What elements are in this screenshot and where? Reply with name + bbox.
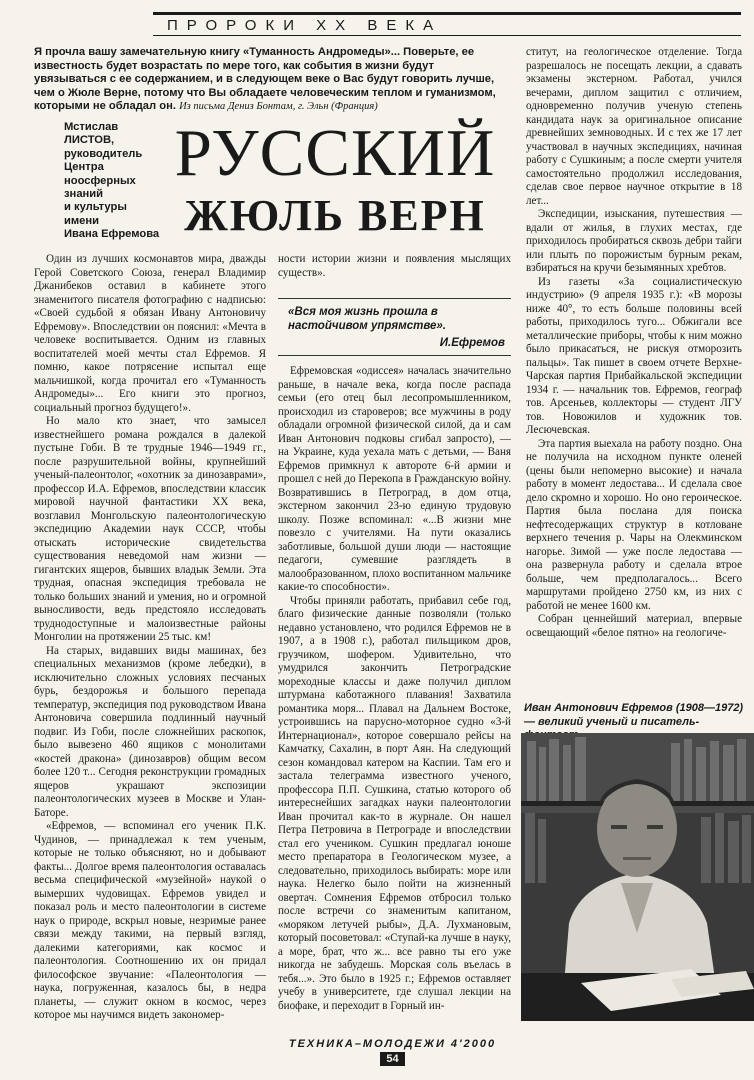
paragraph: Чтобы приняли работать, прибавил себе год, благо физические данные позволяли (только недавно установлено, что родился Ефремов не в 1907, а в 1908 г.), работал пильщиком дров, грузчиком, шофером. Удивительно, что умудрился закончить Петроградские мореходные классы и даже получил диплом штурмана каботажного плавания! Захватила романтика моря... Плавал на Дальнем Востоке, устроившись на парусно-моторное судно «3-й Интернационал», которое совершало рейсы на Камчатку, Сахалин, в порт Аян. На следующий сезон командовал катером на Каспии. Там его и застала телеграмма известного ученого, профессора П.П. Сушкина, статью которого об интереснейших загадках науки палеонтологии Иван прочитал как-то в журнале. Он нашел Петра Петровича в Петрограде и впоследствии стал его учеником. Сушкин предлагал юноше место препаратора в Геологическом музее, а следовательно, приходилось выбирать: море или наука. Нелегко было пойти на жизненный овертач. Сомнения Ефремов отбросил только после встречи со знаменитым капитаном, «моряком летучей рыбы», Д.А. Лухмановым, который посоветовал: «Ступай-ка лучше в науку, а море, брат, что ж... все равно ты его уже никогда не забудешь. Морская соль въелась в тебя...». Это было в 1925 г.; Ефремов оставляет учебу в университете, где слушал лекции на биофаке, и переходит в Горный ин- <box>278 594 511 1012</box>
quote-text: «Вся моя жизнь прошла в настойчивом упрямстве». <box>288 306 446 332</box>
photo-caption: Иван Антонович Ефремов (1908—1972) — великий ученый и писатель- <box>524 702 744 728</box>
byline-line: руководитель <box>64 147 143 160</box>
paragraph: Эта партия выехала на работу поздно. Она не получила на исходном пункте оленей (цены были непомерно высокие) и начала работу в момент ледостава... И сделала свое дело скромно и хорошо. Но оно героическое. Партия была послана для поиска нефтесодержащих структур в котловане верхнего течения р. Чары на Олекминском нагорье. Зимой — уже после ледостава — она развернула работу и сделала втрое больше, чем предполагалось... Всего маршрутами пройдено 2750 км, из них с работой не менее 1600 км. <box>526 437 742 612</box>
intro-text: Я прочла вашу замечательную книгу «Туманность Андромеды»... Поверьте, ее известность будет возрастать по мере того, как события в жизни будут увязываться с ее содержанием, и в следующем веке о Вас будут говорить лучше, чем о Жюле Верне, потому что Вы обладаете человеческим теплом и гуманизмом, которыми не обладал он. <box>34 46 496 113</box>
intro-source: Из письма Дениз Бонтам, г. Эльн (Франция) <box>179 101 378 113</box>
pull-quote <box>278 298 511 356</box>
byline-line: Мстислав <box>64 121 119 133</box>
column-2-top <box>278 253 511 293</box>
paragraph: Из газеты «За социалистическую индустрию» (9 апреля 1935 г.): «В морозы ниже 40°, то есть больше половины всей работы, приходилось туго... Обжигали все металлические приборы, чтобы к ним можно было прикасаться, не рискуя отморозить пальцы». Так пишет в своем отчете Верхне-Чарская партия Прибайкальской экспедиции 1934 г. — начальник тов. Ефремов, географ тов. Арсеньев, коллекторы — студент ЛГУ тов. Новожилов и художник тов. Лесючевская. <box>526 275 742 436</box>
byline-line: имени <box>64 214 100 227</box>
portrait-photo <box>521 733 754 1021</box>
paragraph: ности истории жизни и появления мыслящих существ». <box>278 253 511 279</box>
page-footer <box>280 1038 505 1066</box>
byline-line: ноосферных <box>64 174 136 187</box>
column-3 <box>526 46 742 691</box>
title-line-1: РУССКИЙ <box>174 116 496 190</box>
paragraph: Экспедиции, изыскания, путешествия — вдали от жилья, в глухих местах, где приходилось пробираться сквозь дебри тайги или плыть по порожистым бурным рекам, взбираться на кручи безымянных хребтов. <box>526 208 742 274</box>
author-byline <box>64 121 164 242</box>
magazine-name: ТЕХНИКА–МОЛОДЕЖИ 4'2000 <box>288 1038 497 1050</box>
byline-line: знаний <box>64 188 104 201</box>
paragraph: Собран ценнейший материал, впервые освещающий «белое пятно» на геологиче- <box>526 613 742 639</box>
byline-line: Ивана Ефремова <box>64 228 160 241</box>
portrait-illustration <box>521 733 754 1021</box>
intro-epigraph <box>34 46 504 114</box>
paragraph: ститут, на геологическое отделение. Тогда разрешалось не посещать лекции, а сдавать экзамены экстерном. Работал, учился вечерами, диплом защитил с отличием, одновременно получив ученую степень кандидата наук за оригинальное описание древнейших земноводных. И с тех же 17 лет участвовал в научных экспедициях, начиная работу с Сушкиным; а после смерти учителя самостоятельно продолжил исследования, сделав свое первое научное открытие в 18 лет... <box>526 46 742 207</box>
quote-author: И.Ефремов <box>439 337 505 349</box>
byline-line: ЛИСТОВ, <box>64 134 115 147</box>
byline-line: и культуры <box>64 201 127 214</box>
byline-line: Центра <box>64 161 104 174</box>
column-1 <box>34 253 266 1048</box>
column-2 <box>278 365 511 1065</box>
article-title <box>160 116 510 242</box>
paragraph: Ефремовская «одиссея» началась значительно раньше, в начале века, когда после распада семьи (его отец был лесопромышленником, происходил из староверов; все мужчины в роду обладали огромной физической силой, да и сам Иван Антонович подковы сгибал запросто), — на Украине, куда уехала мать с детьми, — Ваня Ефремов примкнул к автороте 6-й армии и прошел с ней до Перекопа в Гражданскую войну. Возвратившись в Петроград, в дом отца, экстерном закончил 23-ю единую трудовую школу. Позже вспоминал: «...В жизни мне повезло с учителями. На пути оказались заботливые, большой души люди — настоящие педагоги, сумевшие разглядеть в малообразованном, плохо воспитанном мальчике какие-то способности». <box>278 365 511 593</box>
page-number: 54 <box>380 1052 404 1066</box>
paragraph: Но мало кто знает, что замысел известнейшего романа рождался в далекой пустыне Гоби. В те трудные 1946—1949 гг., после разрушительной войны, крупнейший ученый-палеонтолог, «охотник за динозаврами», профессор И.А. Ефремов, впоследствии классик мировой научной фантастики XX века, возглавил Монгольскую палеонтологическую экспедицию Академии наук СССР, чтобы отыскать исторические свидетельства существования неведомой нам жизни — гигантских ящеров, бывших владык Земли. Эта трудная, опасная экспедиция требовала не только больших знаний и умения, но и огромной выносливости, ведь предстояло исследовать труднодоступные и малоизвестные районы Монголии на протяжении 25 тыс. км! <box>34 415 266 643</box>
paragraph: Один из лучших космонавтов мира, дважды Герой Советского Союза, генерал Владимир Джанибеков оставил в кабинете этого знаменитого писателя фотографию с надписью: «Своей судьбой я обязан Ивану Антоновичу Ефремову». Впоследствии он пояснил: «Мечта в человеке воспитывается. Одним из главных воспитателей моей мечты стал Ефремов. Я помню, какое потрясение испытал еще мальчишкой, когда прочитал его «Туманность Андромеды»... Его книги это прогноз, социальный прогноз будущего!». <box>34 253 266 414</box>
paragraph: «Ефремов, — вспоминал его ученик П.К. Чудинов, — принадлежал к тем ученым, которые не только объясняют, но и добывают факты... Долгое время палеонтология оставалась весьма специфической «музейной» наукой о вымерших чудовищах. Ефремов увидел и показал роль и место палеонтологии в системе наук о природе, вскрыл новые, незримые ранее связи между такими, на первый взгляд, далекими категориями, как космос и палеонтология. Соотношению их он придал философское звучание: «Палеонтология — наука, погруженная, казалось бы, в недра планеты, — служит окном в космос, через которое мы научимся видеть закономер- <box>34 820 266 1021</box>
section-header: ПРОРОКИ XX ВЕКА <box>153 12 741 36</box>
paragraph: На старых, видавших виды машинах, без специальных механизмов (кроме лебедки), в исключительно сложных условиях песчаных бурь, бездорожья и большого перепада температур, экспедиция под руководством Ивана Антоновича совершила подлинный научный подвиг. Из Гоби, после сложнейших раскопок, было вывезено 460 ящиков с монолитами «костей дракона» (динозавров) общим весом более 120 т... Сегодня реконструкции громадных ящеров украшают экспозиции палеонтологических музеев в Москве и Улан-Баторе. <box>34 644 266 819</box>
title-line-2: ЖЮЛЬ ВЕРН <box>184 191 486 240</box>
